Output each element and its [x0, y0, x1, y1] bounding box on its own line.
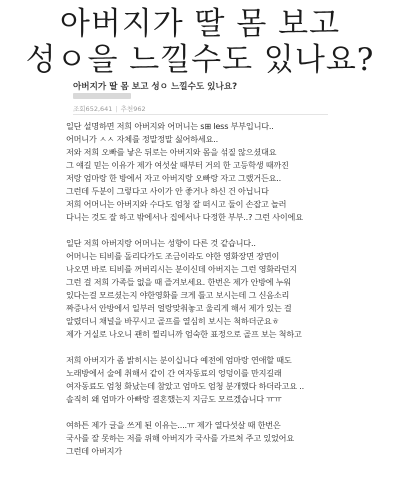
post-body-line: 알렸더니 채널을 바꾸시고 골프를 열심히 보시는 척하더군요ㅎ [66, 316, 280, 326]
post-paragraph [66, 120, 366, 224]
post-body-line: 노래방에서 술에 취해서 같이 간 여자동료의 엉덩이를 만지길래 [66, 368, 282, 378]
post-body-line: 있다는걸 모르셨는지 야한영화를 크게 틀고 보시는데 그 신음소리 [66, 290, 290, 300]
post-body-line: 제가 거실로 나오니 괜히 찔리니까 엄숙한 표정으로 골프 보는 척하고 [66, 329, 302, 339]
post-paragraph [66, 419, 366, 458]
post-body-line: 어머니는 티비를 돌리다가도 조금이라도 야한 영화장면 장면이 [66, 251, 280, 261]
post-title[interactable]: 아버지가 딸 몸 보고 성ㅇ 느낄수도 있나요? [73, 82, 238, 92]
post-body-line: 그런 걸 저희 가족들 없을 때 즐겨보세요. 한번은 제가 안방에 누워 [66, 277, 292, 287]
post-paragraph [66, 237, 366, 341]
author-name-redacted [73, 93, 131, 99]
post-body [66, 120, 366, 471]
post-body-line: 짜증나서 안방에서 일부러 얼랑맞춰놓고 울리게 해서 제가 있는 걸 [66, 303, 292, 313]
post-body-line: 저랑 엄마랑 한 방에서 자고 아버지랑 오빠랑 자고 그랬거든요.. [66, 173, 282, 183]
post-body-line: 어머니가 ㅅㅅ 자체를 정말정말 싫어하세요.. [66, 134, 218, 144]
post-body-line: 그런데 아버지가 [66, 446, 122, 456]
post-body-line: 일단 저희 아버지랑 어머니는 성향이 다른 것 같습니다.. [66, 238, 256, 248]
post-body-line: 일단 설명하면 저희 아버지와 어머니는 s⊞ less 부부입니다.. [66, 121, 274, 131]
title-divider [73, 114, 328, 115]
post-body-line: 저와 저희 오빠를 낳은 뒤로는 아버지와 몸을 섞질 않으셨대요 [66, 147, 277, 157]
post-meta [73, 104, 146, 113]
post-author [73, 92, 135, 100]
post-body-line: 여자동료도 엄청 화났는데 참았고 엄마도 엄청 분개했다 하더라고요 .. [66, 381, 304, 391]
post-body-line: 그 얘길 믿는 이유가 제가 여섯살 때부터 거의 한 고등학생 때까진 [66, 160, 289, 170]
headline-line-1: 아버지가 딸 몸 보고 [59, 6, 341, 42]
post-body-line: 여하튼 제가 글을 쓰게 된 이유는....ㅠ 제가 열다섯살 때 한번은 [66, 420, 281, 430]
post-body-line: 저희 아버지가 좀 밝히시는 분이십니다 예전에 엄마랑 연애할 때도 [66, 355, 292, 365]
recommend-count: | 추천962 [112, 105, 145, 113]
view-count: 조회652,641 [73, 105, 113, 113]
post-body-line: 저희 어머니는 아버지와 수다도 엄청 잘 떠시고 둘이 손잡고 놀러 [66, 199, 287, 209]
post-paragraph [66, 354, 366, 406]
post-body-line: 나오면 바로 티비를 꺼버리시는 분이신데 아버지는 그런 영화라던지 [66, 264, 297, 274]
headline-line-2: 성ㅇ을 느낄수도 있나요? [25, 42, 375, 78]
post-body-line: 국사를 잘 못하는 저를 위해 아버지가 국사를 가르쳐 주고 있었어요 [66, 433, 294, 443]
post-body-line: 다니는 것도 잘 하고 밖에서나 집에서나 다정한 부부..? 그런 사이에요 [66, 212, 303, 222]
post-body-line: 그런데 두분이 그렇다고 사이가 안 좋거나 하신 건 아닙니다 [66, 186, 269, 196]
post-body-line: 솔직히 왜 엄마가 아빠랑 결혼했는지 지금도 모르겠습니다 ㅠㅠ [66, 394, 282, 404]
